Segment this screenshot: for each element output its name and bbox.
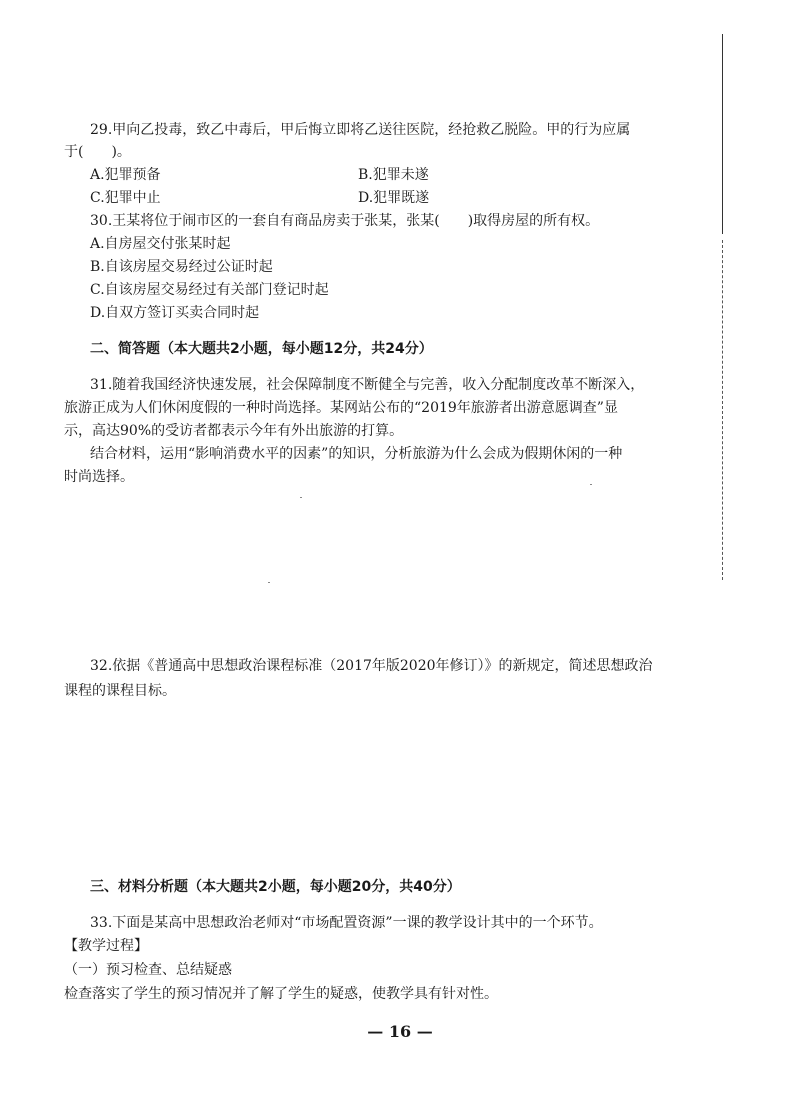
q30-option-d: D.自双方签订买卖合同时起 (90, 305, 260, 321)
section2-heading: 二、简答题（本大题共2小题，每小题12分，共24分） (90, 341, 433, 357)
q29-option-a: A.犯罪预备 (90, 167, 161, 183)
q30-option-a: A.自房屋交付张某时起 (90, 236, 231, 252)
q32-line1: 32.依据《普通高中思想政治课程标准（2017年版2020年修订）》的新规定，简述思想政治 (90, 658, 653, 674)
q29-option-c: C.犯罪中止 (90, 190, 161, 206)
binding-line (722, 34, 723, 234)
binding-dash-line (722, 240, 723, 580)
q29-stem-line1: 29.甲向乙投毒，致乙中毒后，甲后悔立即将乙送往医院，经抢救乙脱险。甲的行为应属 (90, 122, 631, 138)
q31-line3: 示，高达90%的受访者都表示今年有外出旅游的打算。 (64, 423, 404, 439)
q31-line4: 结合材料，运用“影响消费水平的因素”的知识，分析旅游为什么会成为假期休闲的一种 (90, 446, 623, 462)
q33-stem: 33.下面是某高中思想政治老师对“市场配置资源”一课的教学设计其中的一个环节。 (90, 915, 603, 931)
q29-stem-line2: 于( )。 (64, 144, 131, 160)
q33-process-label: 【教学过程】 (64, 938, 148, 954)
q31-line1: 31.随着我国经济快速发展，社会保障制度不断健全与完善，收入分配制度改革不断深入， (90, 377, 645, 393)
q31-line2: 旅游正成为人们休闲度假的一种时尚选择。某网站公布的“2019年旅游者出游意愿调查”显 (64, 400, 618, 416)
scan-speck (300, 497, 302, 498)
q33-step1-title: （一）预习检查、总结疑惑 (64, 962, 232, 978)
scan-speck (268, 582, 270, 583)
scan-speck (590, 484, 592, 485)
q32-line2: 课程的课程目标。 (64, 683, 176, 699)
section3-heading: 三、材料分析题（本大题共2小题，每小题20分，共40分） (90, 879, 461, 895)
q33-step1-text: 检查落实了学生的预习情况并了解了学生的疑惑，使教学具有针对性。 (64, 986, 498, 1002)
q30-option-c: C.自该房屋交易经过有关部门登记时起 (90, 282, 329, 298)
q30-stem: 30.王某将位于闹市区的一套自有商品房卖于张某，张某( )取得房屋的所有权。 (90, 213, 600, 229)
q29-option-d: D.犯罪既遂 (358, 190, 430, 206)
page-number: — 16 — (367, 1022, 433, 1041)
q29-option-b: B.犯罪未遂 (358, 167, 429, 183)
q30-option-b: B.自该房屋交易经过公证时起 (90, 259, 273, 275)
q31-line5: 时尚选择。 (64, 469, 134, 485)
